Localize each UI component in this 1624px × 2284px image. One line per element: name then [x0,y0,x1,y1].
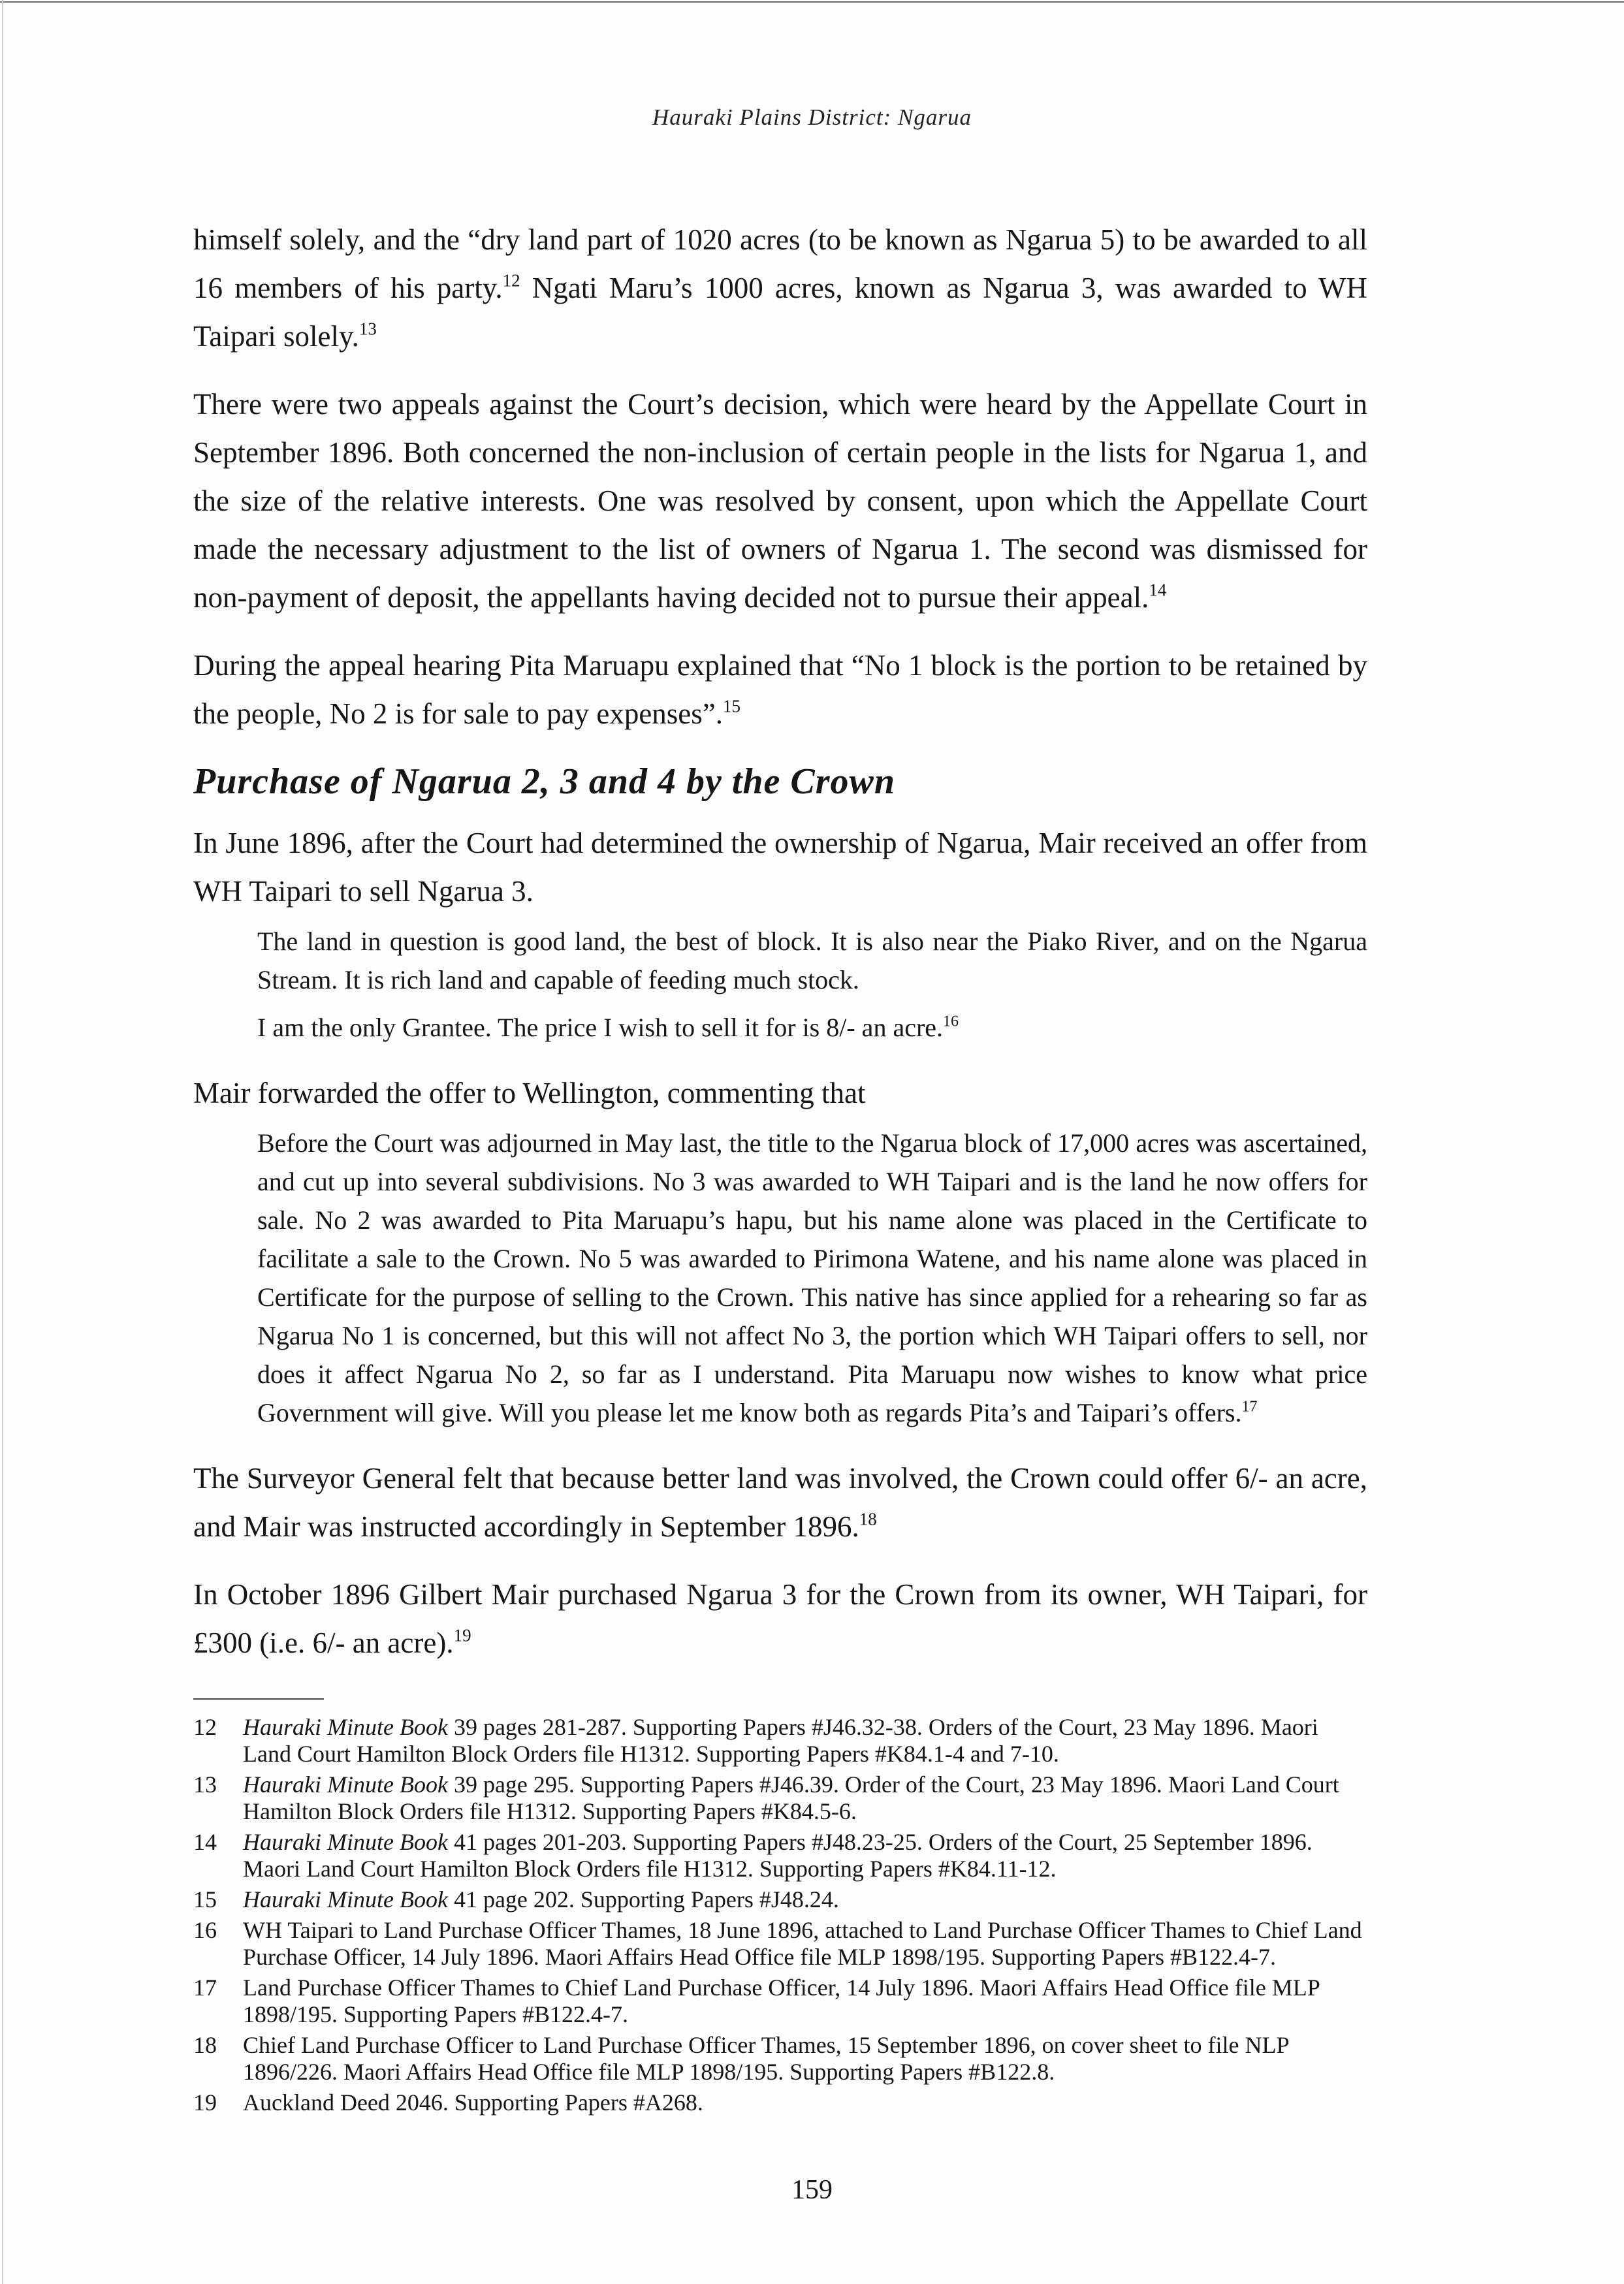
footnote-ref-17[interactable]: 17 [1241,1398,1258,1416]
footnote-divider [193,1698,324,1700]
footnote-ref-15[interactable]: 15 [723,696,741,716]
paragraph-2: There were two appeals against the Court’s decision, which were heard by the Appellate Court in September 1896. Both concerned the non-inclusion of certain people in the lists for Ngarua 1, and the size of the relative interests. One was resolved by consent, upon which the Appellate Court made the necessary adjustment to the list of owners of Ngarua 1. The second was dismissed for non-payment of deposit, the appellants having decided not to pursue their appeal.$^{14}$ [193,388,1367,614]
page-number: 159 [791,2175,833,2205]
paragraph-3: During the appeal hearing Pita Maruapu explained that “No 1 block is the portion to be retained by the people, No 2 is for sale to pay expenses”.$^{15}$ [193,649,1367,730]
footnote-ref-16[interactable]: 16 [943,1013,959,1030]
footnotes [193,1714,1367,2116]
paragraph-5: Mair forwarded the offer to Wellington, commenting that [193,1077,866,1109]
running-head: Hauraki Plains District: Ngarua [652,104,972,130]
quote-2: I am the only Grantee. The price I wish to sell it for is 8/- an acre.$^{16}$ [257,1013,959,1042]
footnote-17: 17 Land Purchase Officer Thames to Chief Land Purchase Officer, 14 July 1896. Maori Affairs Head Office file MLP 1898/195. Supporting Papers #B122.4-7. [193,1975,1320,2027]
paragraph-1: himself solely, and the “dry land part of 1020 acres (to be known as Ngarua 5) to be awarded to all 16 members of his party.$^{12}$ Ngati Maru’s 1000 acres, known as Ngarua 3, was awarded to WH Taipari solely.$^{13}$ [193,223,1367,353]
paragraph-4: In June 1896, after the Court had determined the ownership of Ngarua, Mair received an offer from WH Taipari to sell Ngarua 3. [193,827,1367,908]
footnote-ref-12[interactable]: 12 [502,270,520,291]
footnote-ref-19[interactable]: 19 [453,1625,471,1645]
footnote-14: 14 Hauraki Minute Book 41 pages 201-203. Supporting Papers #J48.23-25. Orders of the Court, 25 September 1896. Maori Land Court Hamilton Block Orders file H1312. Supporting Papers #K84.11-12. [193,1829,1313,1882]
footnote-ref-13[interactable]: 13 [358,319,377,339]
footnote-13: 13 Hauraki Minute Book 39 page 295. Supporting Papers #J46.39. Order of the Court, 23 May 1896. Maori Land Court Hamilton Block Orders file H1312. Supporting Papers #K84.5-6. [193,1771,1339,1824]
footnote-16: 16 WH Taipari to Land Purchase Officer Thames, 18 June 1896, attached to Land Purchase Officer Thames to Chief Land Purchase Officer, 14 July 1896. Maori Affairs Head Office file MLP 1898/195. Supporting Papers #B122.4-7. [193,1917,1362,1970]
quote-1: The land in question is good land, the best of block. It is also near the Piako River, and on the Ngarua Stream. It is rich land and capable of feeding much stock. [257,927,1367,994]
footnote-15: 15 Hauraki Minute Book 41 page 202. Supporting Papers #J48.24. [193,1886,839,1912]
paragraph-7: In October 1896 Gilbert Mair purchased Ngarua 3 for the Crown from its owner, WH Taipari, for £300 (i.e. 6/- an acre).$^{19}$ [193,1578,1367,1659]
footnote-ref-18[interactable]: 18 [859,1509,877,1529]
footnote-ref-14[interactable]: 14 [1149,580,1167,600]
top-rule [0,1,1624,3]
paragraph-6: The Surveyor General felt that because better land was involved, the Crown could offer 6/- an acre, and Mair was instructed accordingly in September 1896.18 [193,1462,1367,1543]
page-body [193,215,1367,2120]
left-edge [2,0,3,2284]
section-heading: Purchase of Ngarua 2, 3 and 4 by the Crown [193,761,896,802]
footnote-18: 18 Chief Land Purchase Officer to Land Purchase Officer Thames, 15 September 1896, on cover sheet to file NLP 1896/226. Maori Affairs Head Office file MLP 1898/195. Supporting Papers #B122.8. [193,2032,1289,2085]
footnote-19: 19 Auckland Deed 2046. Supporting Papers #A268. [193,2089,703,2116]
quote-3: Before the Court was adjourned in May last, the title to the Ngarua block of 17,000 acres was ascertained, and cut up into several subdivisions. No 3 was awarded to WH Taipari and is the land he now offers for sale. No 2 was awarded to Pita Maruapu’s hapu, but his name alone was placed in the Certificate to facilitate a sale to the Crown. No 5 was awarded to Pirimona Watene, and his name alone was placed in Certificate for the purpose of selling to the Crown. This native has since applied for a rehearing so far as Ngarua No 1 is concerned, but this will not affect No 3, the portion which WH Taipari offers to sell, nor does it affect Ngarua No 2, so far as I understand. Pita Maruapu now wishes to know what price Government will give. Will you please let me know both as regards Pita’s and Taipari’s offers.$^{17}$ [257,1128,1367,1427]
footnote-12: 12 Hauraki Minute Book 39 pages 281-287. Supporting Papers #J46.32-38. Orders of the Court, 23 May 1896. Maori Land Court Hamilton Block Orders file H1312. Supporting Papers #K84.1-4 and 7-10. [193,1714,1318,1767]
